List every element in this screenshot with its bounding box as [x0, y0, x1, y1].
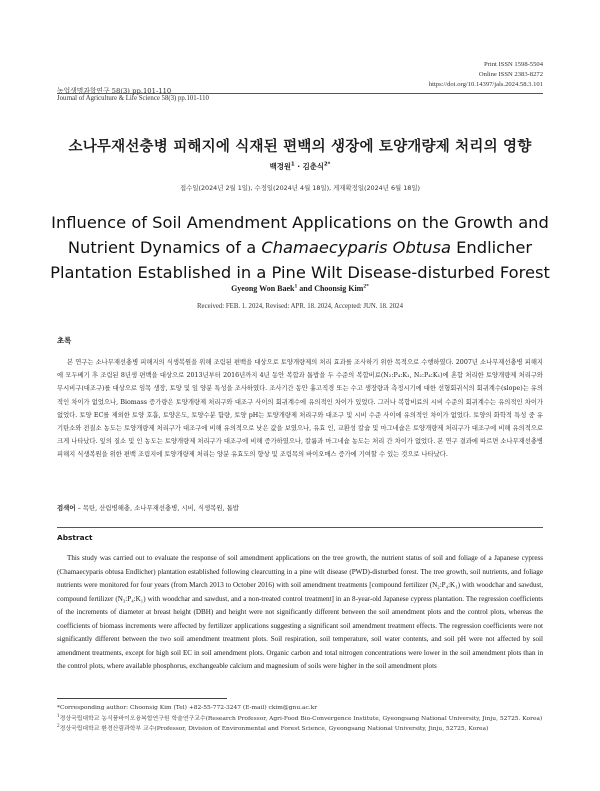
affiliation-1: $^1$경상국립대학교 농식품바이오융복합연구원 학술연구교수(Research Professor, Agri-Food Bio-Convergence Institute, Gyeongsang National University, Jinju, 52725. Korea) — [57, 712, 543, 722]
author-1-en: Gyeong Won Baek — [231, 284, 295, 293]
abstract-en-text: This study was carried out to evaluate the response of soil amendment applications on the tree growth, the nutrient status of soil and foliage of a Japanese cypress (Chamaecyparis obtusa Endlicher) plantation established following clearcutting in a pine wilt disease (PWD)-disturbed forest. The tree growth, soil nutrients, and foliage nutrients were monitored for four years (from March 2013 to October 2016) with soil amendment treatments [compound fertilizer (N₂:P₄:K₁) with woodchar and sawdust, compound fertilizer (N₃:P₄:K₁) with woodchar and sawdust, and a non-treated control treatment] in an 8-year-old Japanese cypress plantation. The regression coefficients of the increments of diameter at breast height (DBH) and height were not significantly different between the soil amendment plots and the control plots, whereas the coefficients of biomass increments were affected by fertilizer applications suggesting a significant soil amendment treatment effects. The regression coefficients were not significantly different between the two soil amendment treatment plots. Soil respiration, soil temperature, soil water contents, and soil pH were not affected by soil amendment treatments, except for high soil EC in soil amendment plots. Organic carbon and total nitrogen concentrations were lower in the soil amendment plots than in the control plots, where available phosphorus, exchangeable calcium and magnesium of soils were higher in the soil amendment plots — [57, 554, 543, 670]
abstract-ko-text: 본 연구는 소나무재선충병 피해지의 식생복원을 위해 조림된 편백을 대상으로 토양개량제의 처리 효과를 조사하기 위한 목적으로 수행하였다. 2007년 소나무재선충병 피해지에 모두베기 후 조림된 8년생 편백을 대상으로 2013년부터 2016년까지 4년 동안 복합과 톱밥을 두 수준의 복합비료(N₂:P₄:K₁, N₂:P₄:K₁)에 혼합 처리한 토양개량제 처리구와 무시비구(대조구)를 대상으로 임목 생장, 토양 및 잎 양분 특성을 조사하였다. 조사기간 동안 흉고직경 또는 수고 생장량과 측정시기에 대한 선형회귀식의 회귀계수(slope)는 유의적인 차이가 없었으나, Biomass 증가량은 토양개량제 처리구와 대조구 사이의 회귀계수에 유의적인 차이가 있었다. 그러나 복합비료의 시비 수준의 회귀계수는 유의적인 차이가 없었다. 토양 EC를 제외한 토양 호흡, 토양온도, 토양수분 함량, 토양 pH는 토양개량제 처리구와 대조구 및 시비 수준 사이에 유의적인 차이가 없었다. 토양의 화학적 특성 중 유기탄소와 전질소 농도는 토양개량제 처리구가 대조구에 비해 유의적으로 낮은 값을 보였으나, 유효 인, 교환성 칼슘 및 마그네슘은 토양개량제 처리구가 대조구에 비해 유의적으로 크게 나타났다. 잎의 질소 및 인 농도는 토양개량제 처리구가 대조구에 비해 증가하였으나, 칼륨과 마그네슘 농도는 처리 간 차이가 없었다. 본 연구 결과에 따르면 소나무재선충병 피해지 식생복원을 위한 편백 조림지에 토양개량제 처리는 양분 유효도의 향상 및 조림목의 바이오매스 증가에 기여할 수 있는 것으로 나타났다. — [57, 359, 543, 459]
title-korean: 소나무재선충병 피해지에 식재된 편백의 생장에 토양개량제 처리의 영향 — [68, 139, 532, 155]
footnote-rule — [57, 698, 227, 699]
title-en-species: Chamaecyparis Obtusa — [261, 238, 451, 257]
title-en-part1: Influence of Soil Amendment Applications on the Growth and Nutrient Dynamics of a — [51, 213, 549, 257]
keywords-ko — [57, 503, 543, 512]
title-en-part2: Endlicher Plantation Established in a Pine Wilt Disease-disturbed Forest — [50, 238, 550, 282]
header-divider — [57, 93, 543, 94]
author-1-ko-affil: 1 — [291, 161, 295, 168]
author-2-en-affil: 2* — [363, 283, 369, 290]
online-issn: Online ISSN 2383-8272 — [478, 71, 543, 78]
affiliation-2: $^2$경상국립대학교 환경산림과학부 교수(Professor, Division of Environmental and Forest Science, Gyeongsang National University, Jinju, 52725, Korea) — [57, 723, 489, 732]
author-2-en: Choonsig Kim — [314, 284, 364, 293]
doi-link[interactable]: https://doi.org/10.14397/jals.2024.58.3.101 — [428, 81, 543, 88]
dates-korean: 접수일(2024년 2월 1일), 수정일(2024년 4월 18일), 게재확정일(2024년 6월 18일) — [179, 184, 421, 192]
corresponding-author: *Corresponding author: Choonsig Kim (Tel) +82-55-772-3247 (E-mail) ckim@gnu.ac.kr — [57, 705, 318, 711]
footnotes — [57, 703, 543, 735]
issn-block — [429, 60, 543, 90]
author-1-en-affil: 1 — [294, 283, 298, 290]
authors-english — [0, 284, 600, 293]
journal-name-ko: 농업생명과학연구 58(3) pp.101-110 — [57, 87, 172, 95]
author-2-ko: 김춘식 — [302, 162, 325, 171]
print-issn: Print ISSN 1598-5504 — [484, 61, 543, 68]
authors-korean — [0, 161, 600, 172]
journal-name-en: Journal of Agriculture & Life Science 58(3) pp.101-110 — [57, 95, 209, 102]
dates-english: Received: FEB. 1. 2024, Revised: APR. 18. 2024, Accepted: JUN. 18. 2024 — [197, 303, 403, 310]
author-1-ko: 백경원 — [269, 162, 292, 171]
author-2-ko-affil: 2* — [324, 161, 331, 168]
abstract-en-heading: Abstract — [57, 533, 93, 542]
title-english — [30, 210, 570, 285]
author-separator: · — [294, 162, 303, 171]
section-divider — [57, 527, 543, 528]
abstract-ko-heading: 초록 — [57, 336, 72, 345]
author-and: and — [297, 284, 315, 293]
keywords-text: – 목탄, 산림병해충, 소나무재선충병, 시비, 식생복원, 톱밥 — [75, 504, 239, 512]
keywords-label: 검색어 — [57, 504, 76, 512]
